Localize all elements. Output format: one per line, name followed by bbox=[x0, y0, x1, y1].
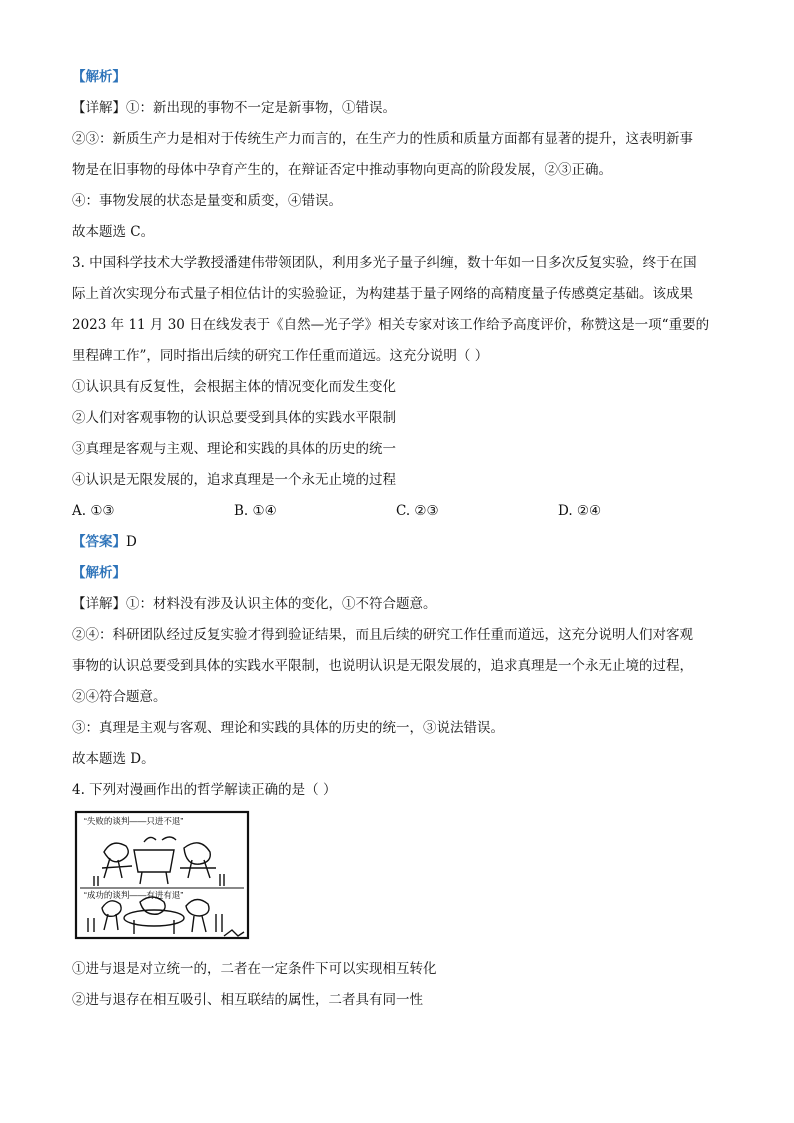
q4-statement-2: ②进与退存在相互吸引、相互联结的属性，二者具有同一性 bbox=[72, 992, 423, 1008]
q4-statement-1: ①进与退是对立统一的，二者在一定条件下可以实现相互转化 bbox=[72, 961, 437, 977]
cartoon-caption-bottom: “成功的谈判——有进有退” bbox=[84, 890, 184, 900]
answer-options bbox=[72, 496, 726, 527]
question-3-stem-line: 2023 年 11 月 30 日在线发表于《自然—光子学》相关专家对该工作给予高度评价，称赞这是一项“重要的 bbox=[72, 317, 710, 333]
detail-line: ②④符合题意。 bbox=[72, 689, 167, 705]
section-tag: 【解析】 bbox=[72, 565, 126, 581]
answer-value: D bbox=[126, 534, 137, 550]
statement-4: ④认识是无限发展的，追求真理是一个永无止境的过程 bbox=[72, 472, 396, 488]
question-3-stem-line: 里程碑工作”，同时指出后续的研究工作任重而道远。这充分说明（ ） bbox=[72, 348, 489, 364]
detail-line: ④：事物发展的状态是量变和质变，④错误。 bbox=[72, 193, 342, 209]
detail-line: ③：真理是主观与客观、理论和实践的具体的历史的统一，③说法错误。 bbox=[72, 720, 504, 736]
detail-line: 物是在旧事物的母体中孕育产生的，在辩证否定中推动事物向更高的阶段发展，②③正确。 bbox=[72, 162, 612, 178]
detail-line: 事物的认识总要受到具体的实践水平限制，也说明认识是无限发展的，追求真理是一个永无止境的过程， bbox=[72, 658, 693, 674]
statement-2: ②人们对客观事物的认识总要受到具体的实践水平限制 bbox=[72, 410, 396, 426]
detail-line: 【详解】①：新出现的事物不一定是新事物，①错误。 bbox=[72, 100, 396, 116]
negotiation-cartoon bbox=[74, 810, 250, 942]
detail-line: ②④：科研团队经过反复实验才得到验证结果，而且后续的研究工作任重而道远，这充分说明人们对客观 bbox=[72, 627, 693, 643]
answer-tag: 【答案】 bbox=[72, 534, 126, 550]
option-a: A. ①③ bbox=[72, 503, 115, 519]
question-3-stem-line: 际上首次实现分布式量子相位估计的实验验证，为构建基于量子网络的高精度量子传感奠定基础。该成果 bbox=[72, 286, 693, 302]
option-b: B. ①④ bbox=[234, 503, 277, 519]
question-4-stem: 4. 下列对漫画作出的哲学解读正确的是（ ） bbox=[72, 782, 337, 798]
option-c: C. ②③ bbox=[396, 503, 439, 519]
option-d: D. ②④ bbox=[558, 503, 602, 519]
analysis-heading bbox=[72, 558, 726, 589]
question-3-stem-line: 3. 中国科学技术大学教授潘建伟带领团队，利用多光子量子纠缠，数十年如一日多次反复实验，终于在国 bbox=[72, 255, 697, 271]
detail-line: ②③：新质生产力是相对于传统生产力而言的，在生产力的性质和质量方面都有显著的提升，这表明新事 bbox=[72, 131, 693, 147]
cartoon-caption-top: “失败的谈判——只进不退” bbox=[84, 816, 184, 826]
answer-line bbox=[72, 527, 726, 558]
statement-1: ①认识具有反复性，会根据主体的情况变化而发生变化 bbox=[72, 379, 396, 395]
document-page bbox=[72, 62, 726, 1016]
conclusion-line: 故本题选 D。 bbox=[72, 751, 155, 767]
section-tag: 【解析】 bbox=[72, 69, 126, 85]
analysis-heading bbox=[72, 62, 726, 93]
conclusion-line: 故本题选 C。 bbox=[72, 224, 155, 240]
detail-line: 【详解】①：材料没有涉及认识主体的变化，①不符合题意。 bbox=[72, 596, 437, 612]
statement-3: ③真理是客观与主观、理论和实践的具体的历史的统一 bbox=[72, 441, 396, 457]
